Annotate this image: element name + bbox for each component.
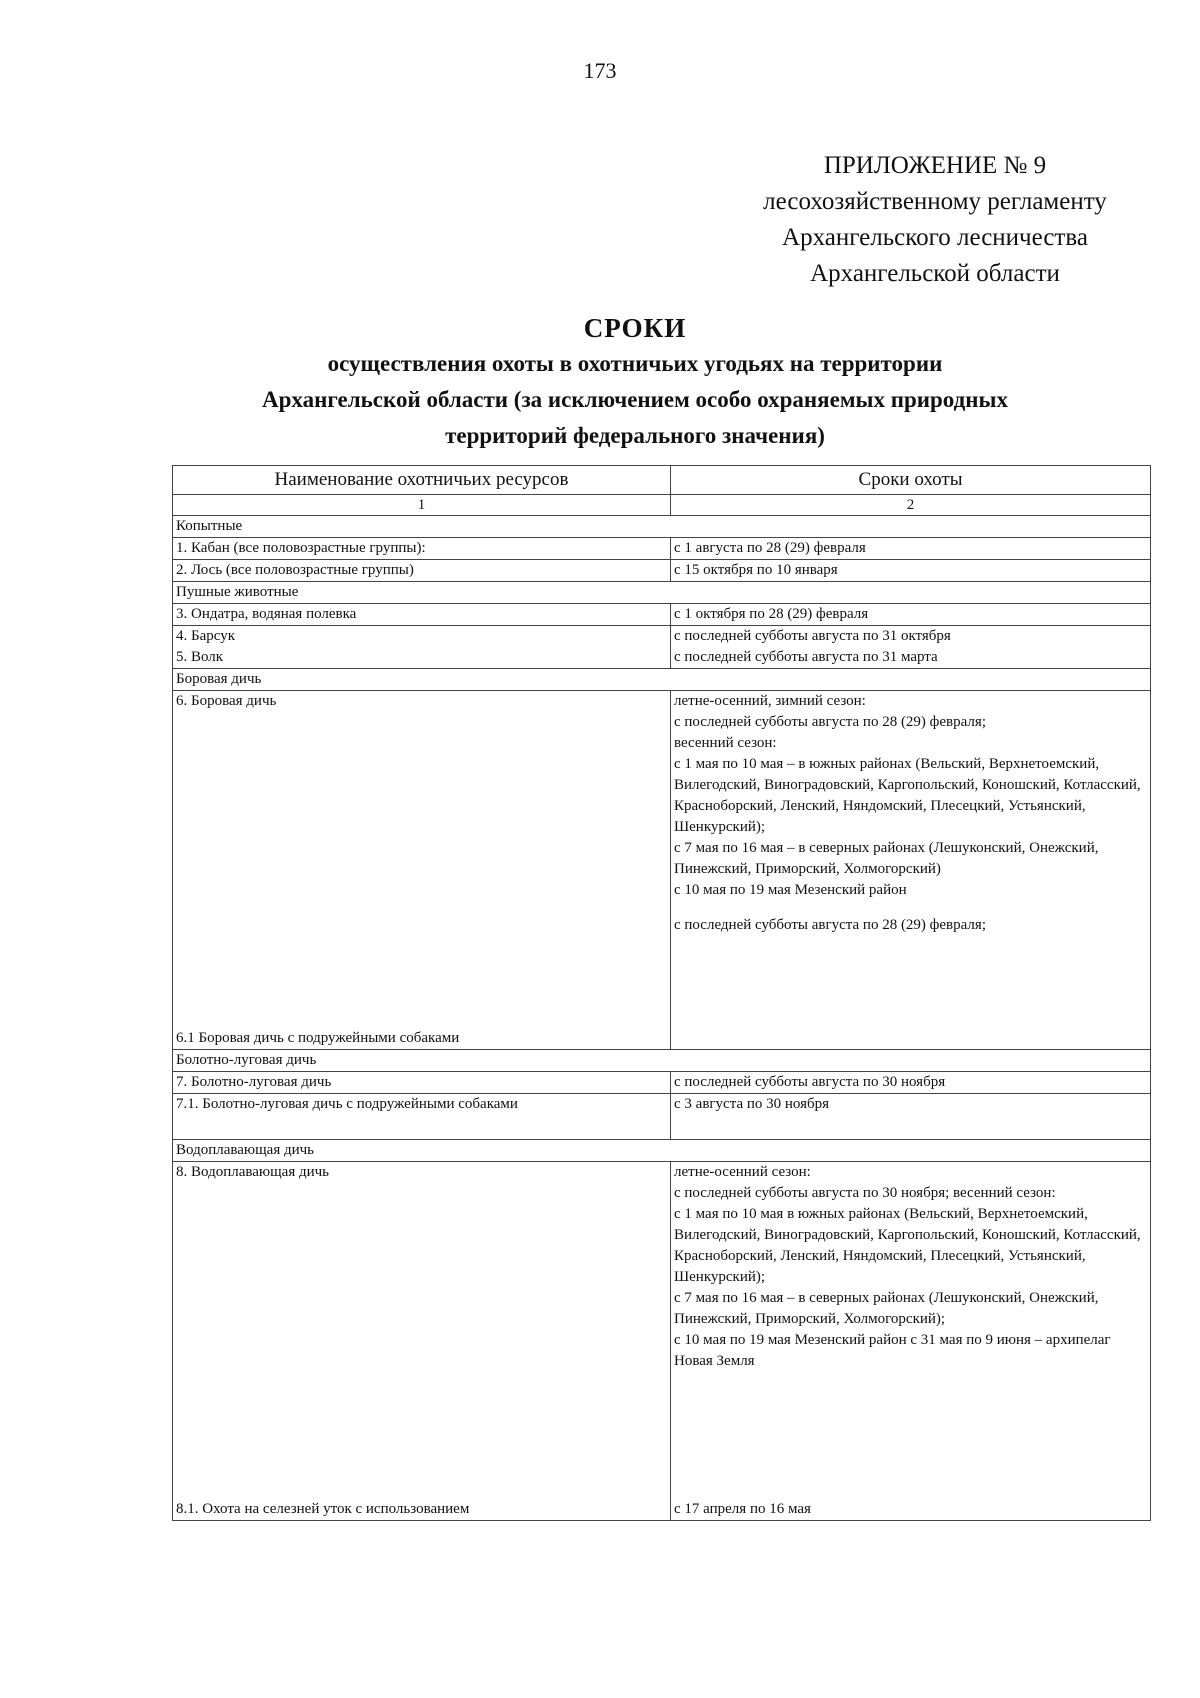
- table-row: [173, 691, 1151, 1050]
- group-label-fur: Пушные животные: [173, 582, 1151, 604]
- column-number: 1: [173, 495, 671, 516]
- appendix-number: ПРИЛОЖЕНИЕ № 9: [823, 152, 1047, 179]
- title-line: территорий федерального значения): [445, 423, 825, 448]
- hunting-period-pair: [671, 626, 1151, 669]
- resource-name: 7. Болотно-луговая дичь: [173, 1072, 671, 1094]
- column-header-periods: Сроки охоты: [671, 466, 1151, 495]
- group-row: [173, 1140, 1151, 1162]
- group-row: [173, 1050, 1151, 1072]
- document-title: [130, 310, 1140, 454]
- group-row: [173, 669, 1151, 691]
- resource-name: 8. Водоплавающая дичь: [176, 1164, 330, 1180]
- resource-name: 7.1. Болотно-луговая дичь с подружейными собаками: [173, 1094, 671, 1140]
- hunting-period: с 1 октября по 28 (29) февраля: [671, 604, 1151, 626]
- hunting-period-cell: [671, 1162, 1151, 1521]
- resource-name: 1. Кабан (все половозрастные группы):: [173, 538, 671, 560]
- appendix-ref-line: лесохозяйственному регламенту: [763, 188, 1107, 215]
- hunting-seasons-table: [172, 465, 1151, 1521]
- table-header-row: [173, 466, 1151, 495]
- hunting-period: летне-осенний сезон: с последней субботы августа по 30 ноября; весенний сезон: с 1 мая по 10 мая в южных районах (Вельский, Верхнетоемский, Вилегодский, Виноградовский, Каргопольский, Коношский, Котласский, Красноборский, Ленский, Няндомский, Плесецкий, Устьянский, Шенкурский); с 7 мая по 16 мая – в северных районах (Лешуконский, Онежский, Пинежский, Приморский, Холмогорский); с 10 мая по 19 мая Мезенский район с 31 мая по 9 июня – архипелаг Новая Земля: [674, 1164, 1141, 1369]
- hunting-period: с 3 августа по 30 ноября: [671, 1094, 1151, 1140]
- appendix-header: [700, 148, 1170, 292]
- table-row: [173, 626, 1151, 669]
- column-header-resources: Наименование охотничьих ресурсов: [173, 466, 671, 495]
- resource-name-pair: [173, 626, 671, 669]
- title-line: осуществления охоты в охотничьих угодьях на территории: [327, 351, 943, 376]
- hunting-subperiod: с 17 апреля по 16 мая: [674, 1501, 811, 1517]
- group-label-upland: Боровая дичь: [173, 669, 1151, 691]
- hunting-period: с 1 августа по 28 (29) февраля: [671, 538, 1151, 560]
- table-row: [173, 1094, 1151, 1140]
- hunting-period: с последней субботы августа по 31 октября: [674, 628, 951, 644]
- title-subtitle: [130, 346, 1140, 454]
- table-row: [173, 560, 1151, 582]
- group-row: [173, 516, 1151, 538]
- title-main: СРОКИ: [583, 313, 687, 343]
- page-number: 173: [583, 58, 617, 83]
- column-number-row: [173, 495, 1151, 516]
- column-number: 2: [671, 495, 1151, 516]
- title-line: Архангельской области (за исключением особо охраняемых природных: [262, 387, 1008, 412]
- group-row: [173, 582, 1151, 604]
- hunting-period-cell: [671, 691, 1151, 1050]
- resource-subname: 8.1. Охота на селезней уток с использованием: [176, 1501, 470, 1517]
- appendix-ref-line: Архангельского лесничества: [782, 224, 1088, 251]
- table-row: [173, 1162, 1151, 1521]
- resource-name: 6. Боровая дичь: [176, 693, 277, 709]
- group-label-marsh: Болотно-луговая дичь: [173, 1050, 1151, 1072]
- resource-subname: 6.1 Боровая дичь с подружейными собаками: [176, 1030, 460, 1046]
- resource-name: 4. Барсук: [176, 628, 236, 644]
- resource-name: 3. Ондатра, водяная полевка: [173, 604, 671, 626]
- resource-name: 2. Лось (все половозрастные группы): [173, 560, 671, 582]
- resource-name-cell: [173, 1162, 671, 1521]
- table-row: [173, 1072, 1151, 1094]
- hunting-subperiod: с последней субботы августа по 28 (29) февраля;: [674, 917, 986, 933]
- hunting-period: с последней субботы августа по 31 марта: [674, 649, 938, 665]
- hunting-period: с 15 октября по 10 января: [671, 560, 1151, 582]
- hunting-period: летне-осенний, зимний сезон: с последней субботы августа по 28 (29) февраля; весенний сезон: с 1 мая по 10 мая – в южных районах (Вельский, Верхнетоемский, Вилегодский, Виноградовский, Каргопольский, Коношский, Котласский, Красноборский, Ленский, Няндомский, Плесецкий, Устьянский, Шенкурский); с 7 мая по 16 мая – в северных районах (Лешуконский, Онежский, Пинежский, Приморский, Холмогорский) с 10 мая по 19 мая Мезенский район: [674, 693, 1141, 898]
- resource-name-cell: [173, 691, 671, 1050]
- appendix-ref-line: Архангельской области: [810, 260, 1060, 287]
- table-row: [173, 538, 1151, 560]
- hunting-period: с последней субботы августа по 30 ноября: [671, 1072, 1151, 1094]
- table-row: [173, 604, 1151, 626]
- resource-name: 5. Волк: [176, 649, 224, 665]
- group-label-waterfowl: Водоплавающая дичь: [173, 1140, 1151, 1162]
- group-label-hoofed: Копытные: [173, 516, 1151, 538]
